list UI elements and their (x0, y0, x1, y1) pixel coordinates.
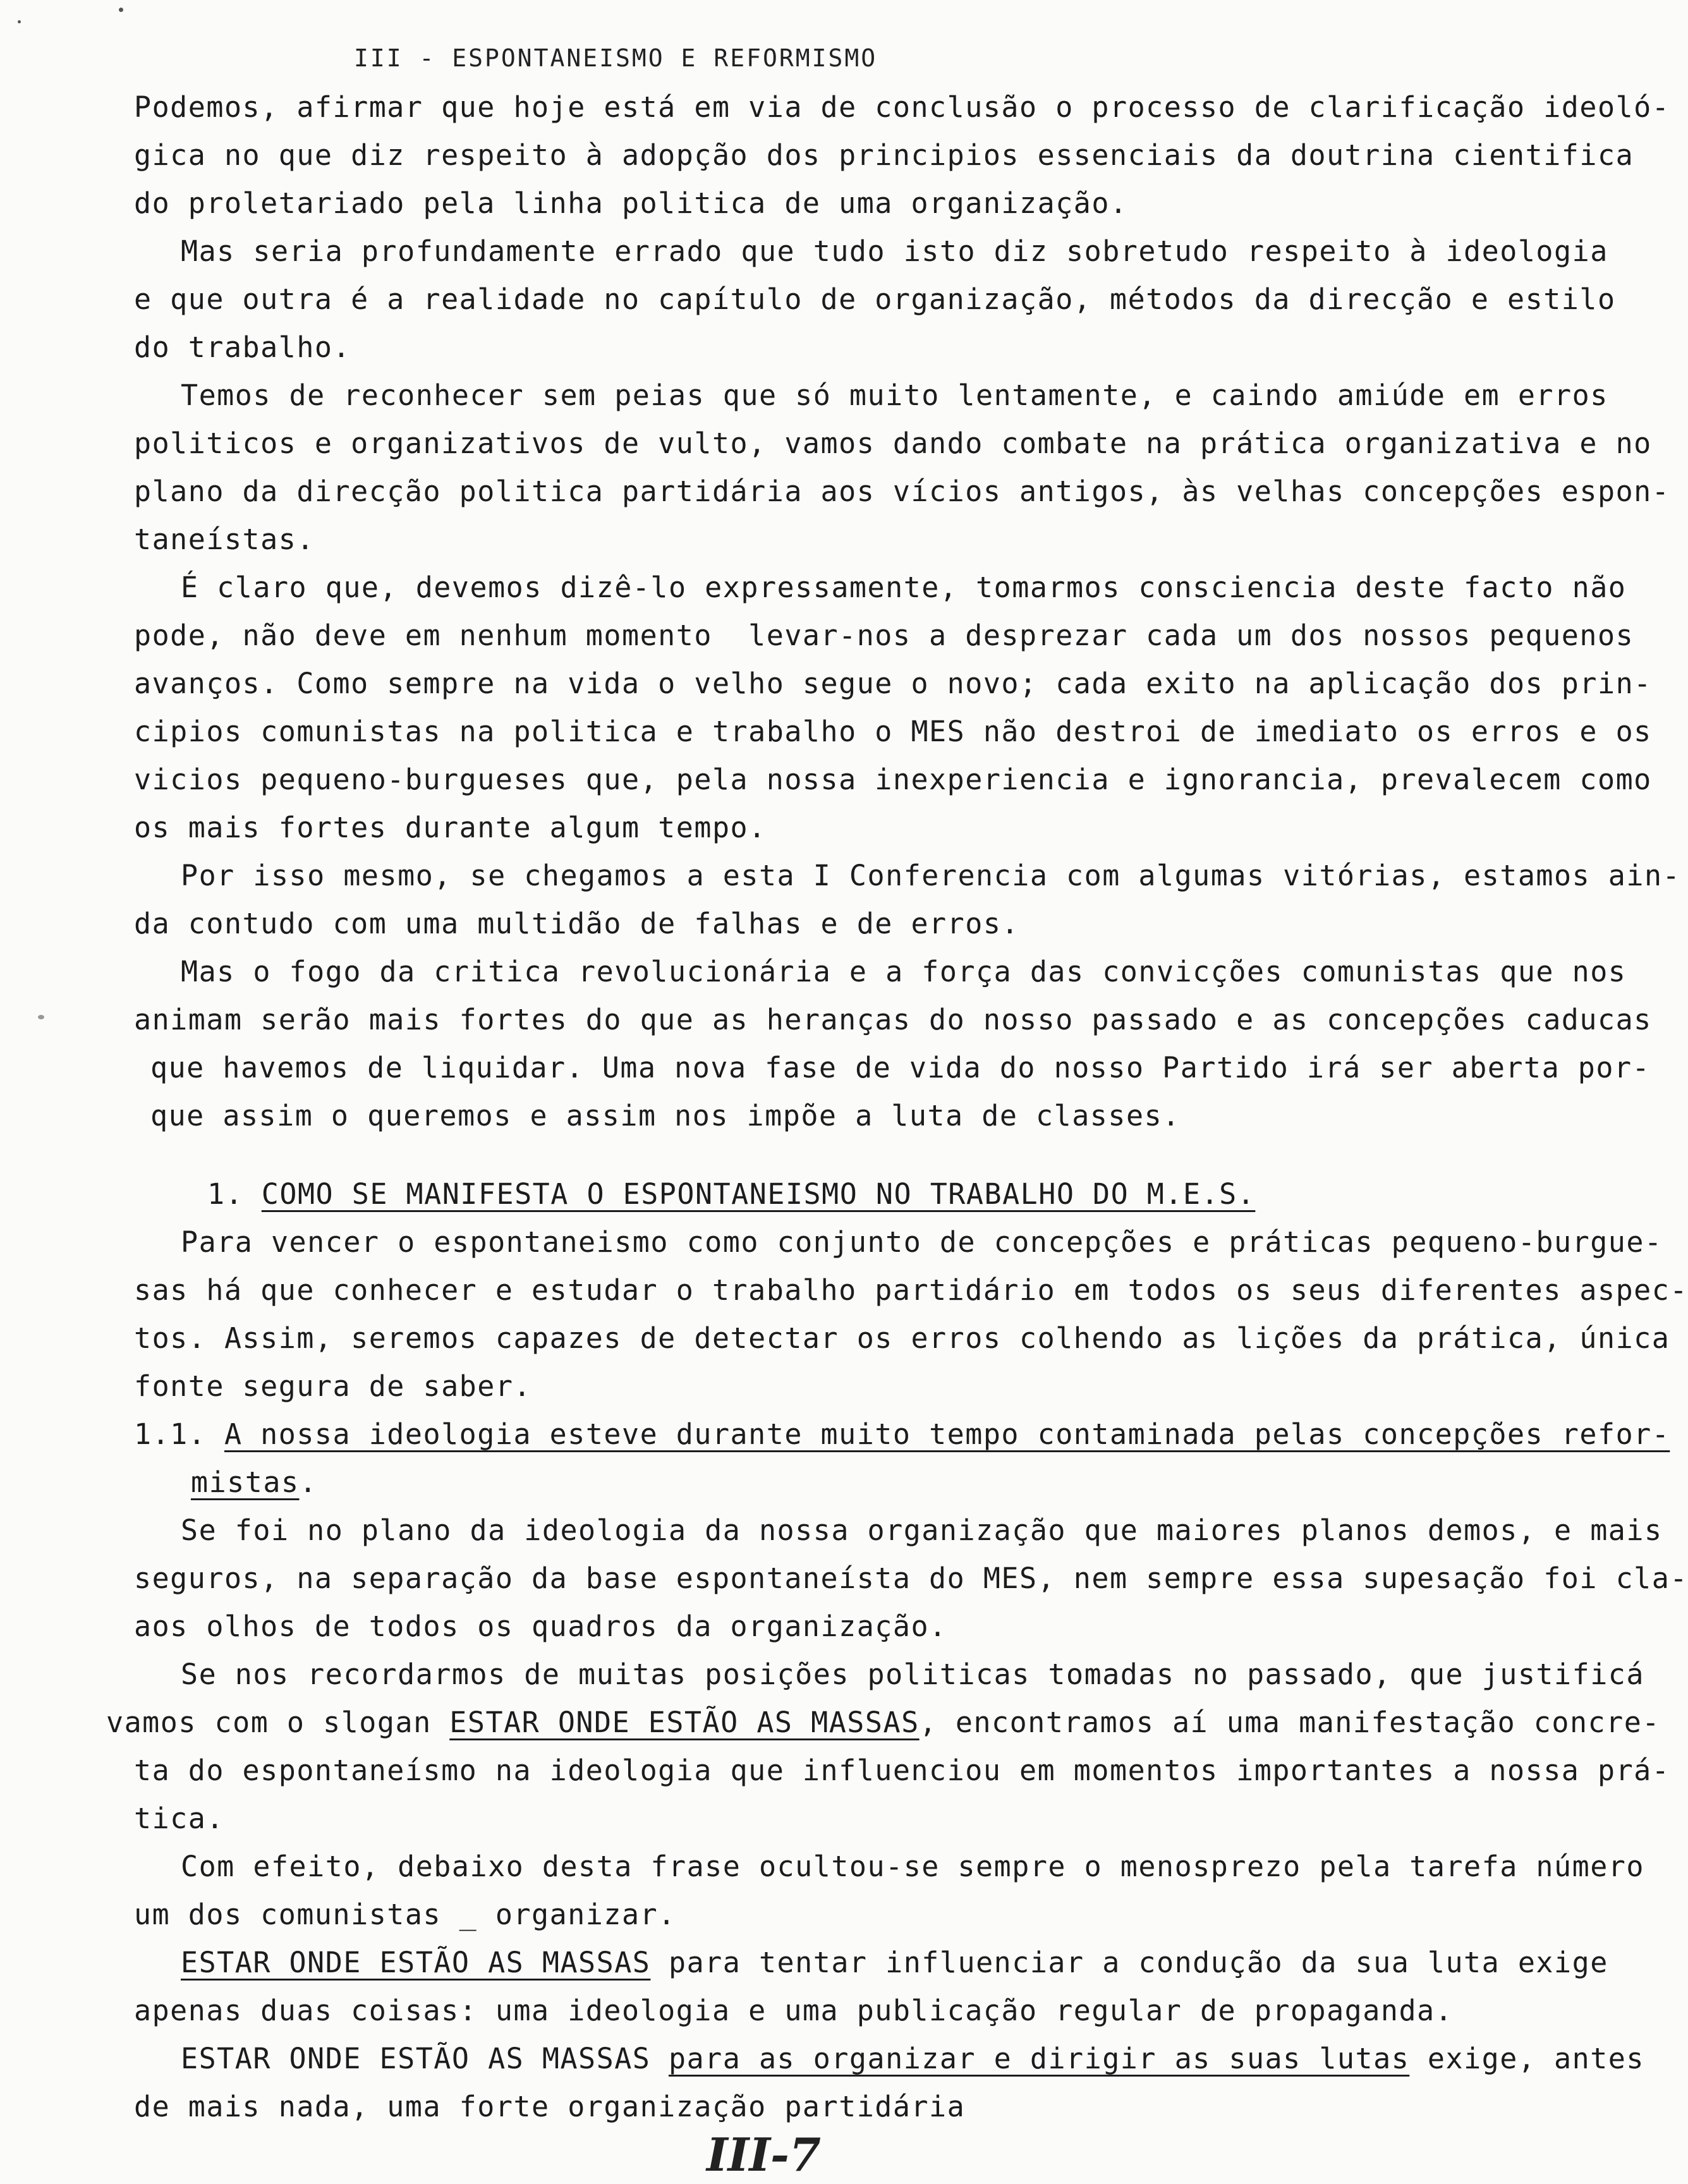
text-line: do trabalho. (134, 331, 351, 364)
underlined-phrase: ESTAR ONDE ESTÃO AS MASSAS (181, 1946, 651, 1979)
underlined-phrase: mistas (191, 1465, 300, 1499)
text-line: seguros, na separação da base espontaneísta do MES, nem sempre essa supesação foi cla- (134, 1562, 1688, 1595)
text-line: Mas o fogo da critica revolucionária e a força das convicções comunistas que nos (181, 955, 1627, 988)
text-line: cipios comunistas na politica e trabalho o MES não destroi de imediato os erros e os (134, 715, 1652, 748)
text-line: tos. Assim, seremos capazes de detectar os erros colhendo as lições da prática, única (134, 1321, 1670, 1355)
text-line: que havemos de liquidar. Uma nova fase de vida do nosso Partido irá ser aberta por- (150, 1051, 1651, 1084)
text-line: sas há que conhecer e estudar o trabalho partidário em todos os seus diferentes aspec- (134, 1273, 1688, 1307)
text-line: Com efeito, debaixo desta frase ocultou-se sempre o menosprezo pela tarefa número (181, 1850, 1644, 1883)
text-line: plano da direcção politica partidária aos vícios antigos, às velhas concepções espon- (134, 475, 1670, 508)
scan-speck (38, 1015, 44, 1019)
text-line: e que outra é a realidade no capítulo de organização, métodos da direcção e estilo (134, 282, 1616, 316)
text-line: de mais nada, uma forte organização partidária (134, 2090, 966, 2123)
page-header: III - ESPONTANEISMO E REFORMISMO (354, 44, 878, 72)
text-segment: para tentar influenciar a condução da sua luta exige (650, 1946, 1608, 1979)
text-segment: , encontramos aí uma manifestação concre- (919, 1706, 1660, 1739)
text-line: apenas duas coisas: uma ideologia e uma publicação regular de propaganda. (134, 1994, 1454, 2027)
text-segment: 1.1. (134, 1417, 224, 1451)
text-line: do proletariado pela linha politica de uma organização. (134, 186, 1128, 220)
text-line: Temos de reconhecer sem peias que só muito lentamente, e caindo amiúde em erros (181, 379, 1608, 412)
text-line: tica. (134, 1802, 224, 1835)
text-segment: exige, antes (1409, 2042, 1644, 2075)
text-line (134, 1416, 1670, 1453)
text-line: avanços. Como sempre na vida o velho segue o novo; cada exito na aplicação dos prin- (134, 667, 1652, 700)
text-line: que assim o queremos e assim nos impõe a luta de classes. (150, 1099, 1181, 1132)
underlined-phrase: ESTAR ONDE ESTÃO AS MASSAS (449, 1706, 920, 1739)
text-line: aos olhos de todos os quadros da organização. (134, 1610, 947, 1643)
text-segment: ESTAR ONDE ESTÃO AS MASSAS (181, 2042, 669, 2075)
text-line: pode, não deve em nenhum momento levar-nos a desprezar cada um dos nossos pequenos (134, 619, 1634, 652)
text-line: ta do espontaneísmo na ideologia que influenciou em momentos importantes a nossa prá- (134, 1754, 1670, 1787)
text-line: gica no que diz respeito à adopção dos principios essenciais da doutrina cientifica (134, 138, 1634, 172)
text-line (106, 1704, 1660, 1742)
text-line: Para vencer o espontaneismo como conjunto de concepções e práticas pequeno-burgue- (181, 1225, 1663, 1259)
text-line: É claro que, devemos dizê-lo expressamente, tomarmos consciencia deste facto não (181, 571, 1627, 604)
scan-speck (18, 20, 21, 23)
text-line: da contudo com uma multidão de falhas e de erros. (134, 907, 1020, 940)
text-line: Podemos, afirmar que hoje está em via de conclusão o processo de clarificação ideoló- (134, 90, 1670, 124)
text-line: animam serão mais fortes do que as heranças do nosso passado e as concepções caducas (134, 1003, 1652, 1036)
page-number: III-7 (707, 2128, 822, 2181)
text-line: vicios pequeno-burgueses que, pela nossa inexperiencia e ignorancia, prevalecem como (134, 763, 1652, 796)
text-line: os mais fortes durante algum tempo. (134, 811, 767, 844)
text-line: taneístas. (134, 523, 315, 556)
text-line: Por isso mesmo, se chegamos a esta I Conferencia com algumas vitórias, estamos ain- (181, 859, 1681, 892)
text-line: Se foi no plano da ideologia da nossa organização que maiores planos demos, e mais (181, 1514, 1663, 1547)
text-line: um dos comunistas _ organizar. (134, 1898, 676, 1931)
text-line: Mas seria profundamente errado que tudo isto diz sobretudo respeito à ideologia (181, 234, 1608, 268)
text-segment: . (299, 1465, 318, 1499)
text-line: Se nos recordarmos de muitas posições politicas tomadas no passado, que justificá (181, 1658, 1644, 1691)
text-line (207, 1175, 1255, 1213)
underlined-phrase: para as organizar e dirigir as suas lutas (669, 2042, 1410, 2075)
text-line (191, 1464, 317, 1502)
scan-speck (119, 8, 123, 12)
text-line: politicos e organizativos de vulto, vamos dando combate na prática organizativa e no (134, 427, 1652, 460)
text-line (181, 2040, 1644, 2078)
text-line (181, 1944, 1608, 1982)
underlined-phrase: COMO SE MANIFESTA O ESPONTANEISMO NO TRABALHO DO M.E.S. (261, 1177, 1256, 1211)
text-segment: 1. (207, 1177, 262, 1211)
text-segment: vamos com o slogan (106, 1706, 450, 1739)
text-line: fonte segura de saber. (134, 1369, 532, 1403)
underlined-phrase: A nossa ideologia esteve durante muito tempo contaminada pelas concepções refor- (224, 1417, 1670, 1451)
